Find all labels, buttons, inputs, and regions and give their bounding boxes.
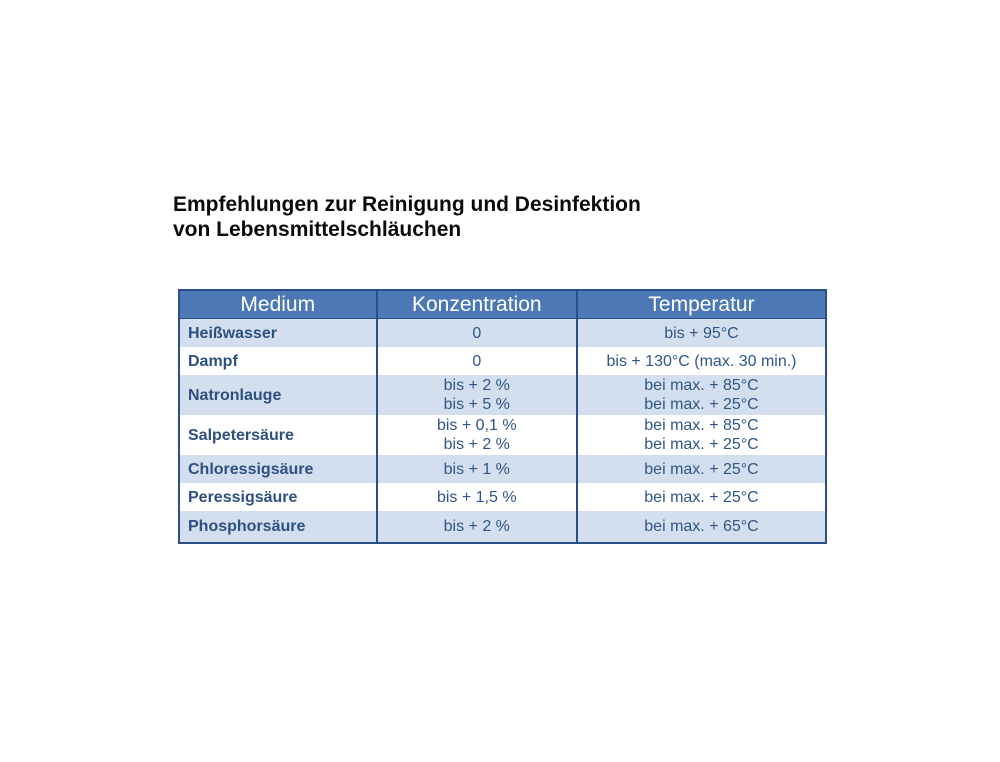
cell-konzentration [377,455,577,483]
title-line-2: von Lebensmittelschläuchen [173,218,462,241]
cell-line: bis + 0,1 % [436,417,517,434]
cell-konzentration [377,511,577,543]
cell-medium: Natronlauge [179,375,377,415]
cell-medium: Phosphorsäure [179,511,377,543]
table-row [179,483,826,511]
cell-line: bis + 2 % [443,377,510,394]
cell-line: 0 [472,324,482,342]
table-row [179,375,826,415]
cell-line: bis + 2 % [443,518,510,535]
cell-line: bis + 2 % [443,436,510,453]
cell-medium: Dampf [179,347,377,375]
cell-medium: Heißwasser [179,319,377,348]
cell-temperatur [577,375,826,415]
cell-temperatur [577,415,826,455]
cell-line: bei max. + 65°C [644,518,759,535]
cell-medium: Salpetersäure [179,415,377,455]
cell-line: bei max. + 25°C [644,436,759,453]
header-medium: Medium [179,290,377,319]
cell-line: bei max. + 85°C [644,377,759,394]
header-konzentration: Konzentration [377,290,577,319]
cell-konzentration [377,483,577,511]
title-line-1: Empfehlungen zur Reinigung und Desinfektion [173,193,641,216]
cell-line: bei max. + 25°C [644,396,759,413]
cell-temperatur [577,455,826,483]
cell-line: bis + 130°C (max. 30 min.) [606,352,797,370]
cell-konzentration [377,347,577,375]
cell-temperatur [577,347,826,375]
cell-konzentration [377,415,577,455]
cell-line: bis + 5 % [443,396,510,413]
table-row [179,511,826,543]
cell-medium: Peressigsäure [179,483,377,511]
cell-line: bei max. + 25°C [644,460,759,478]
cell-temperatur [577,511,826,543]
cell-temperatur [577,483,826,511]
table-row [179,415,826,455]
cell-temperatur [577,319,826,348]
cell-medium: Chloressigsäure [179,455,377,483]
table-row [179,455,826,483]
cell-line: bis + 1 % [443,460,510,478]
table-row [179,319,826,348]
document-title [173,192,641,242]
header-temperatur: Temperatur [577,290,826,319]
cleaning-table [178,289,827,544]
cell-line: bis + 1,5 % [436,488,517,506]
cell-konzentration [377,319,577,348]
cell-konzentration [377,375,577,415]
cell-line: bei max. + 25°C [644,488,759,506]
cell-line: 0 [472,352,482,370]
cell-line: bei max. + 85°C [644,417,759,434]
table-row [179,347,826,375]
cell-line: bis + 95°C [664,324,739,342]
table-header-row [179,290,826,319]
